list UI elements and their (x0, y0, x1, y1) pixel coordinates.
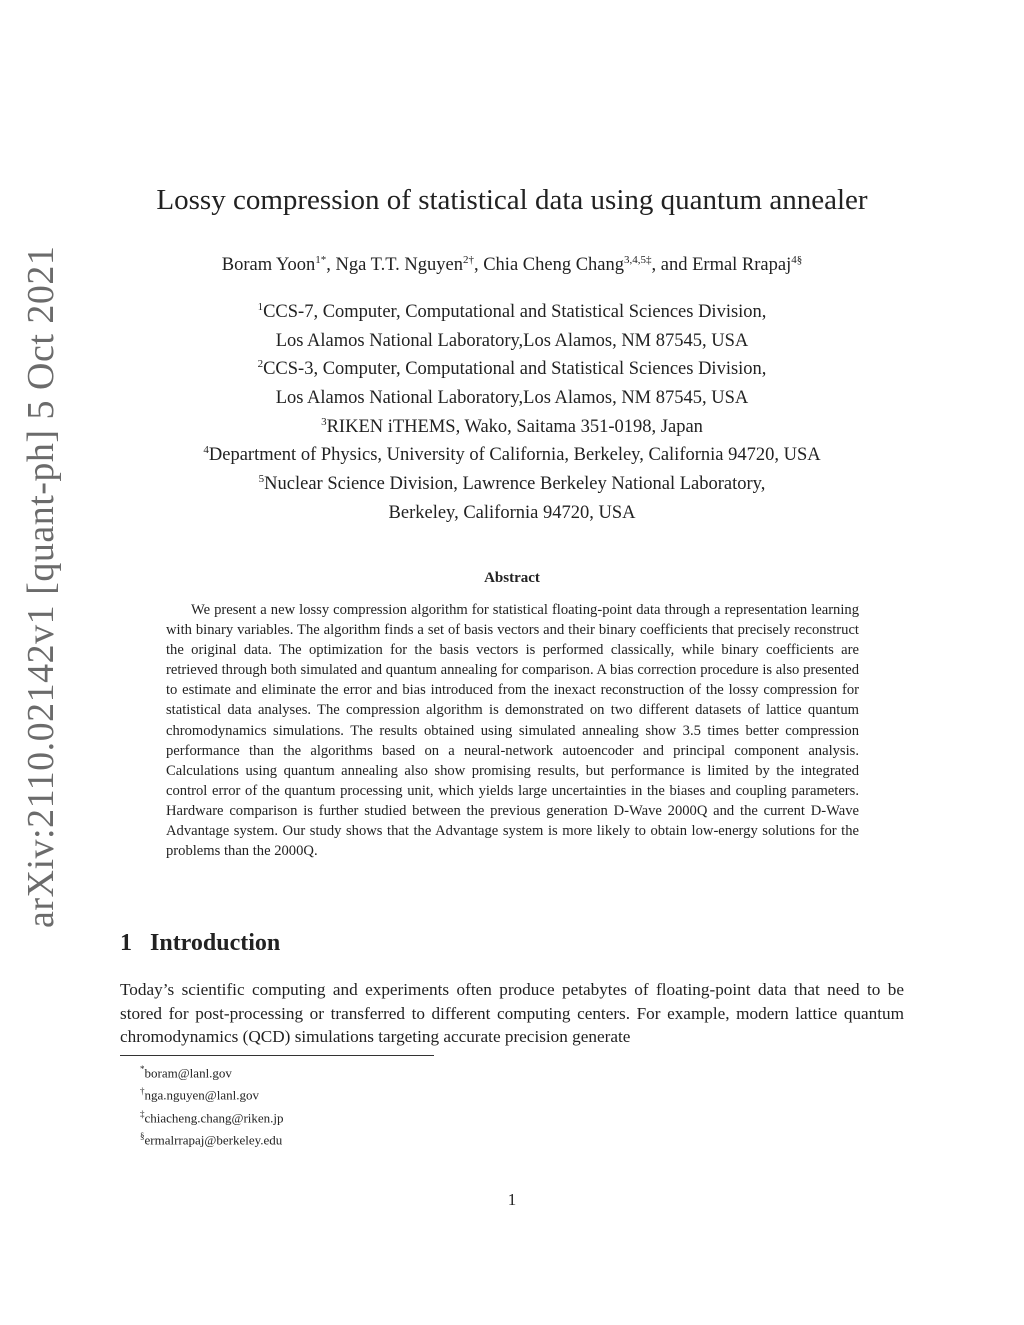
footnote-list (140, 1060, 284, 1149)
author: Ermal Rrapaj$^{4\S}$ (692, 254, 803, 276)
page-number: 1 (507, 1190, 517, 1209)
footnote-divider (120, 1055, 434, 1056)
affiliation-line: Los Alamos National Laboratory,Los Alamos, NM 87545, USA (275, 330, 749, 351)
footnote: *boram@lanl.gov (140, 1064, 232, 1081)
affiliation-line: $^2$CCS-3, Computer, Computational and Statistical Sciences Division, (257, 358, 767, 380)
author: Chia Cheng Chang$^{3,4,5\ddagger}$, and (483, 254, 693, 276)
affiliation-line: $^4$Department of Physics, University of California, Berkeley, California 94720, USA (203, 444, 821, 466)
footnote: §ermalrrapaj@berkeley.edu (140, 1130, 283, 1148)
author: Nga T.T. Nguyen$^{2\dagger}$, (335, 254, 484, 276)
affiliation-line: $^5$Nuclear Science Division, Lawrence Berkeley National Laboratory, (258, 472, 766, 495)
abstract-text: We present a new lossy compression algorithm for statistical floating-point data through a representation learning with binary variables. The algorithm finds a set of basis vectors and their binary coefficients that precisely reconstruct the original data. The optimization for the basis vectors is performed classically, while binary coefficients are retrieved through both simulated and quantum annealing for comparison. A bias correction procedure is also presented to estimate and eliminate the error and bias introduced from the inexact reconstruction of the lossy compression for statistical data analyses. The compression algorithm is demonstrated on two different datasets of lattice quantum chromodynamics simulations. The results obtained using simulated annealing show 3.5 times better compression performance than the algorithms based on a neural-network autoencoder and principal component analysis. Calculations using quantum annealing also show promising results, but performance is limited by the integrated control error of the quantum processing unit, which yields large uncertainties in the biases and coupling parameters. Hardware comparison is further studied between the previous generation D-Wave 2000Q and the current D-Wave Advantage system. Our study shows that the Advantage system is more likely to obtain low-energy solutions for the problems than the 2000Q. (166, 602, 859, 860)
abstract-heading: Abstract (484, 570, 540, 586)
author-list (0, 254, 1024, 276)
introduction-text: Today’s scientific computing and experiments often produce petabytes of floating-point data that need to be stored for post-processing or transferred to different computing centers. For example, modern lattice quantum chromodynamics (QCD) simulations targeting accurate precision generate (120, 980, 904, 1046)
section-title: Introduction (150, 930, 281, 956)
section-number: 1 (120, 930, 132, 956)
arxiv-identifier-stamp: arXiv:2110.02142v1 [quant-ph] 5 Oct 2021 (20, 245, 62, 928)
affiliation-line: $^3$RIKEN iTHEMS, Wako, Saitama 351-0198, Japan (321, 415, 703, 437)
section-heading (120, 930, 280, 957)
author: Boram Yoon$^{1*}$, (221, 254, 336, 276)
footnote: ‡chiacheng.chang@riken.jp (140, 1108, 284, 1125)
affiliation-line: $^1$CCS-7, Computer, Computational and Statistical Sciences Division, (257, 301, 767, 323)
paper-title: Lossy compression of statistical data using quantum annealer (156, 184, 868, 216)
affiliation-list (0, 296, 1024, 525)
footnote: †nga.nguyen@lanl.gov (140, 1086, 260, 1103)
affiliation-line: Los Alamos National Laboratory,Los Alamos, NM 87545, USA (275, 388, 749, 409)
affiliation-line: Berkeley, California 94720, USA (388, 502, 636, 523)
